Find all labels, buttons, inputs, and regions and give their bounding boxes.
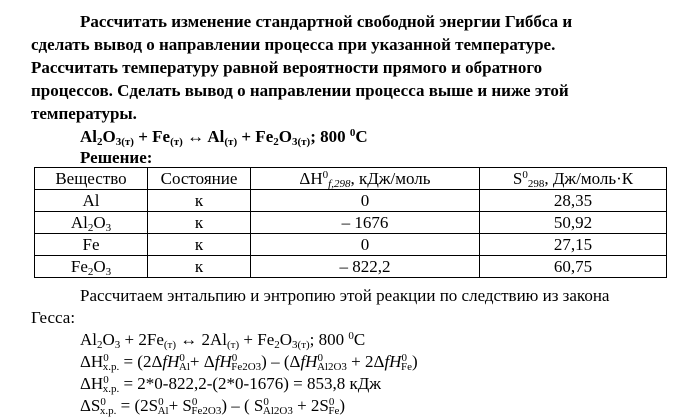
cell-enthalpy: 0 [251, 190, 480, 212]
solution-label: Решение: [80, 148, 153, 167]
problem-line-3: Рассчитать температуру равной вероятности прямого и обратного [31, 58, 543, 77]
problem-line-2: сделать вывод о направлении процесса при указанной температуре. [31, 35, 556, 54]
cell-state: к [148, 234, 251, 256]
data-table [34, 167, 667, 278]
header-entropy: $S^0_{298}$, Дж/моль·К [480, 168, 667, 190]
reaction-equation: $Al_2O_{3(т)} + Fe_{(т)}$ ↔ $Al_{(т)} + Fe_2O_{3(т)}$; 800 $^0$C [80, 127, 368, 148]
header-substance: Вещество [35, 168, 148, 190]
cell-substance: Fe [35, 234, 148, 256]
cell-state: к [148, 212, 251, 234]
calc-intro-line-2: Гесса: [31, 308, 76, 327]
table-row [35, 234, 667, 256]
cell-entropy: 28,35 [480, 190, 667, 212]
cell-substance: Al [35, 190, 148, 212]
cell-entropy: 27,15 [480, 234, 667, 256]
header-enthalpy: $\Delta H^0_{f,298}$, кДж/моль [251, 168, 480, 190]
header-state: Состояние [148, 168, 251, 190]
calc-reaction-equation: $Al_2O_3 + 2Fe_{(т)}$ ↔ $2Al_{(т)} + Fe_2O_{3(т)}$; 800 $^0$C [80, 330, 366, 351]
table-header-row [35, 168, 667, 190]
table-row [35, 256, 667, 278]
enthalpy-formula: $\Delta H^0_{х.р.} = (2\Delta fH^0_{Al}+ \Delta fH^0_{Fe2O3}) - (\Delta fH^0_{Al2O3} + 2\Delta fH^0_{Fe})$ [80, 352, 418, 373]
table-row [35, 212, 667, 234]
cell-state: к [148, 256, 251, 278]
cell-substance: $Al_2O_3$ [35, 212, 148, 234]
problem-line-5: температуры. [31, 104, 137, 123]
problem-line-4: процессов. Сделать вывод о направлении процесса выше и ниже этой [31, 81, 569, 100]
calc-intro-line-1: Рассчитаем энтальпию и энтропию этой реакции по следствию из закона [80, 286, 610, 305]
enthalpy-value: $\Delta H^0_{х.р.} = 2*0-822,2-(2*0-1676) = 853,8$ кДж [80, 374, 382, 395]
entropy-formula: $\Delta S^0_{х.р.} = (2S^0_{Al}+ S^0_{Fe2O3})$ – ( $S^0_{Al2O3} + 2S^0_{Fe}$) [80, 396, 346, 417]
cell-entropy: 60,75 [480, 256, 667, 278]
cell-state: к [148, 190, 251, 212]
cell-enthalpy: – 1676 [251, 212, 480, 234]
problem-line-1: Рассчитать изменение стандартной свободной энергии Гиббса и [80, 12, 573, 31]
cell-entropy: 50,92 [480, 212, 667, 234]
cell-enthalpy: – 822,2 [251, 256, 480, 278]
table-row [35, 190, 667, 212]
cell-substance: $Fe_2O_3$ [35, 256, 148, 278]
cell-enthalpy: 0 [251, 234, 480, 256]
